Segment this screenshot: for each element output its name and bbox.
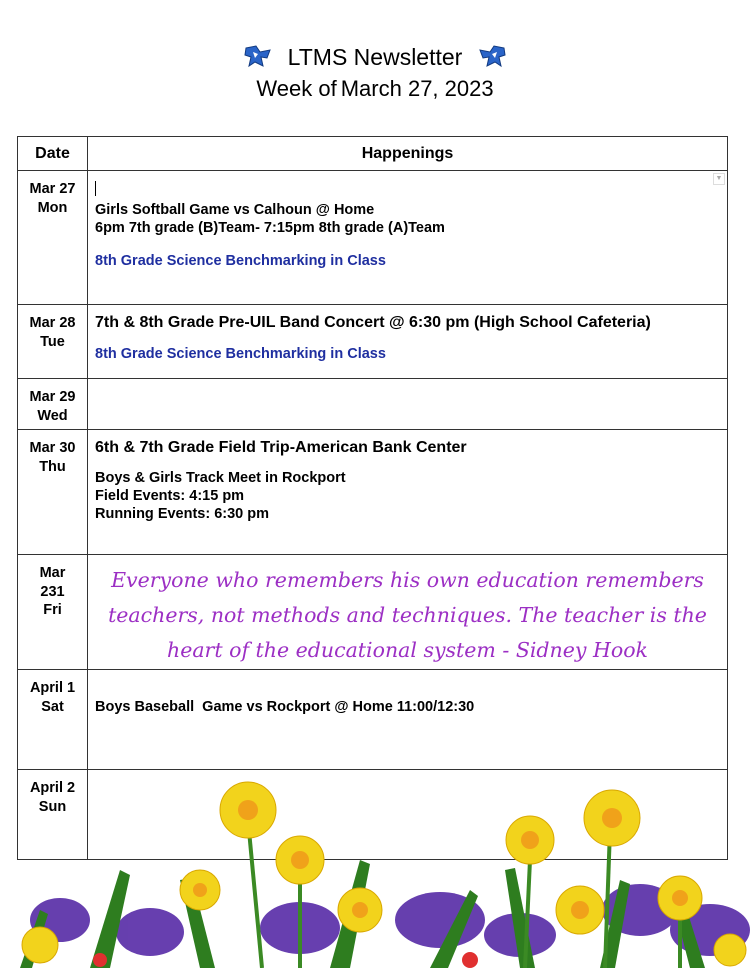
table-row <box>18 670 728 770</box>
row-date: Mar 28 <box>29 315 76 331</box>
event-line: Girls Softball Game vs Calhoun @ Home <box>95 202 375 218</box>
date-cell <box>18 670 88 770</box>
week-date: March 27, 2023 <box>340 76 494 101</box>
happenings-cell[interactable] <box>88 379 728 430</box>
row-date-number: 231 <box>40 583 65 600</box>
row-date: April 1 <box>29 680 76 696</box>
inspirational-quote: Everyone who remembers his own education remembers teachers, not methods and techniques. The teacher is the heart of the educational system - Sidney Hook <box>88 555 728 670</box>
row-day: Wed <box>37 407 68 424</box>
date-column-header: Date <box>18 137 88 171</box>
event-line: 7th & 8th Grade Pre-UIL Band Concert @ 6:30 pm (High School Cafeteria) <box>95 314 651 331</box>
table-row <box>18 555 728 670</box>
row-day: Fri <box>43 602 62 618</box>
newsletter-header <box>0 40 750 104</box>
date-cell <box>18 379 88 430</box>
row-day: Sat <box>41 698 64 715</box>
event-line: 6th & 7th Grade Field Trip-American Bank Center <box>95 439 467 456</box>
event-line: Running Events: 6:30 pm <box>95 506 270 522</box>
happenings-cell[interactable] <box>88 305 728 379</box>
row-day: Sun <box>38 798 67 815</box>
happenings-cell[interactable] <box>88 430 728 555</box>
title-line <box>0 40 750 74</box>
table-row <box>18 171 728 305</box>
row-date: Mar 27 <box>29 181 76 197</box>
newsletter-title: LTMS Newsletter <box>287 44 463 70</box>
daffodils-and-crocuses-border <box>0 760 750 968</box>
event-line: 6pm 7th grade (B)Team- 7:15pm 8th grade (A)Team <box>95 220 445 236</box>
cougar-mascot-icon <box>243 44 273 70</box>
happenings-table <box>17 136 728 860</box>
row-day: Thu <box>39 458 66 475</box>
week-prefix: Week of <box>256 76 337 101</box>
event-line: Boys Baseball Game vs Rockport @ Home 11:00/12:30 <box>95 699 475 715</box>
date-cell <box>18 555 88 670</box>
happenings-column-header: Happenings <box>88 137 728 171</box>
date-cell <box>18 430 88 555</box>
table-row <box>18 430 728 555</box>
row-day: Mon <box>37 199 68 216</box>
flowers-illustration <box>0 760 750 968</box>
row-day: Tue <box>40 333 65 350</box>
row-date: Mar 30 <box>29 440 76 456</box>
chevron-down-icon[interactable]: ▼ <box>713 173 725 185</box>
row-date: Mar 29 <box>29 389 76 405</box>
table-row <box>18 305 728 379</box>
table-header-row <box>18 137 728 171</box>
event-line: 8th Grade Science Benchmarking in Class <box>95 346 386 362</box>
row-date: Mar <box>39 565 66 581</box>
text-cursor <box>95 179 720 201</box>
happenings-cell[interactable] <box>88 670 728 770</box>
table-row <box>18 379 728 430</box>
event-line: Boys & Girls Track Meet in Rockport <box>95 470 346 486</box>
date-cell <box>18 171 88 305</box>
event-line: 8th Grade Science Benchmarking in Class <box>95 253 386 269</box>
row-date: April 2 <box>29 780 76 796</box>
happenings-cell[interactable] <box>88 171 728 305</box>
cougar-mascot-icon <box>477 44 507 70</box>
event-line: Field Events: 4:15 pm <box>95 488 245 504</box>
date-cell <box>18 305 88 379</box>
week-line <box>0 74 750 104</box>
